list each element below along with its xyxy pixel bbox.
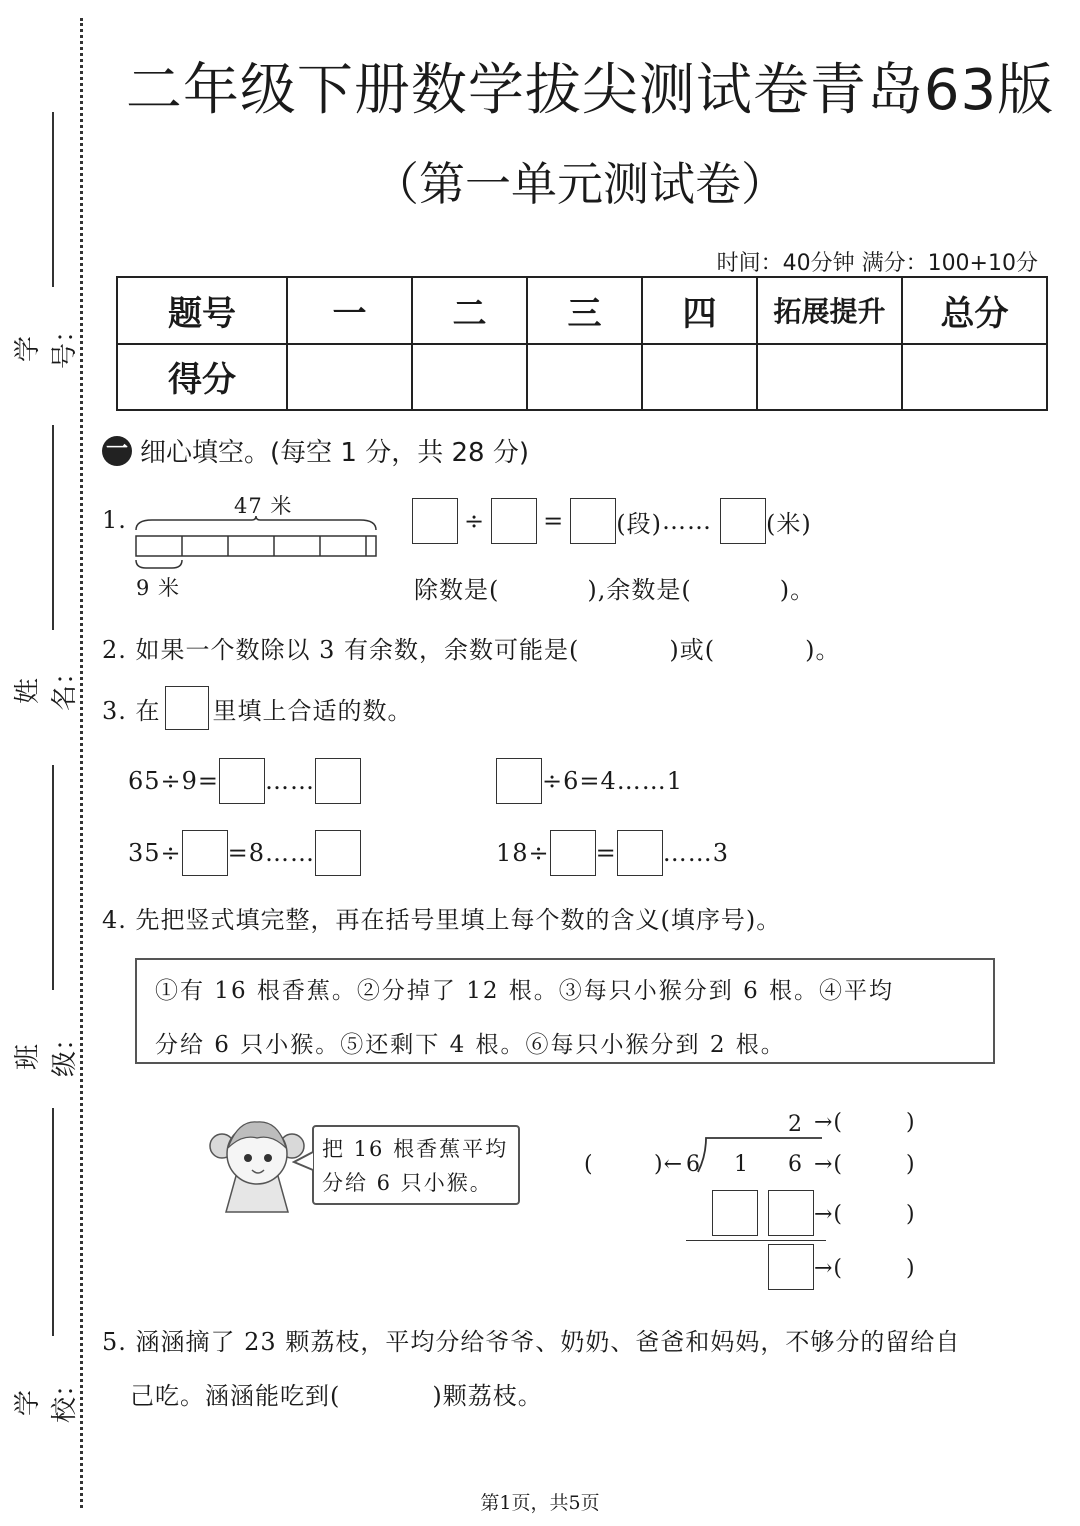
q3-sample-box (165, 686, 209, 730)
q3-e1-box-1[interactable] (219, 758, 265, 804)
q3-e1-box-2[interactable] (315, 758, 361, 804)
q4-arrow-4: →( (814, 1256, 844, 1281)
q1-rope-bar (136, 536, 376, 556)
q3-expr-1 (128, 758, 361, 804)
section-title: 细心填空。(每空 1 分，共 28 分) (140, 438, 529, 468)
q1-unit-meter: (米) (765, 509, 812, 538)
q3-e1-b: …… (265, 767, 316, 795)
q1-remainder-label: ),余数是( (587, 576, 692, 604)
score-header-cell: 四 (642, 277, 757, 344)
q1-dividend-box[interactable] (412, 498, 458, 544)
q1-divisor-label: 除数是( (414, 576, 500, 604)
q2-text-b: )或( (669, 636, 716, 664)
q1-divisor-box[interactable] (491, 498, 537, 544)
q4-close-2: ) (906, 1152, 916, 1177)
q3-e3-a: 35÷ (128, 839, 182, 867)
q3-e2-box-1[interactable] (496, 758, 542, 804)
q4-product-ones-box[interactable] (768, 1190, 814, 1236)
q4-left-close: )← (654, 1152, 684, 1177)
name-line (52, 425, 54, 630)
q1-total-label: 47 米 (234, 494, 293, 518)
score-header-cell: 三 (527, 277, 642, 344)
q4-dividend-tens: 1 (734, 1152, 749, 1177)
q3-e3-box-2[interactable] (315, 830, 361, 876)
school-line (52, 1108, 54, 1336)
q3-e1-a: 65÷9= (128, 767, 220, 795)
bubble-tail (292, 1150, 316, 1174)
score-cell[interactable] (412, 344, 527, 411)
q2 (102, 630, 841, 665)
score-cell[interactable] (527, 344, 642, 411)
bubble-line-1: 把 16 根香蕉平均 (322, 1137, 509, 1161)
q3-e3-box-1[interactable] (182, 830, 228, 876)
q4-divisor: 6 (686, 1152, 701, 1177)
q1-total-brace (136, 516, 376, 530)
q3-e4-box-2[interactable] (617, 830, 663, 876)
q3-expr-4 (496, 830, 729, 876)
q4-arrow-2: →( (814, 1152, 844, 1177)
score-cell[interactable] (902, 344, 1047, 411)
q4-close-1: ) (906, 1110, 916, 1135)
score-header-cell: 二 (412, 277, 527, 344)
q1-div-sign: ÷ (464, 507, 486, 535)
page-title: 二年级下册数学拔尖测试卷青岛63版 (125, 58, 1055, 123)
q3-prefix: 3. 在 (102, 696, 161, 725)
q4-close-3: ) (906, 1202, 916, 1227)
q1-dots: …… (661, 507, 712, 535)
score-cell[interactable] (642, 344, 757, 411)
q4-arrow-3: →( (814, 1202, 844, 1227)
q4-quotient: 2 (788, 1112, 803, 1137)
q4-division-line (686, 1240, 826, 1241)
score-cell[interactable] (287, 344, 412, 411)
page-subtitle: （第一单元测试卷） (373, 157, 787, 211)
girl-eye-right (264, 1154, 272, 1162)
q5-text-a: 己吃。涵涵能吃到( (130, 1382, 341, 1410)
q4-info-line-2: 分给 6 只小猴。⑤还剩下 4 根。⑥每只小猴分到 2 根。 (155, 1032, 786, 1058)
q1-segment-brace (136, 560, 182, 568)
q3-e4-c: ……3 (662, 839, 730, 867)
q5-line-2 (130, 1376, 543, 1411)
score-header-cell: 题号 (117, 277, 287, 344)
q3-expr-2 (496, 758, 683, 804)
score-header-cell: 总分 (902, 277, 1047, 344)
q4-remainder-box[interactable] (768, 1244, 814, 1290)
q5-text-b: )颗荔枝。 (432, 1382, 543, 1410)
school-label: 学校： (13, 1370, 80, 1423)
binding-dotted-line (80, 18, 83, 1508)
q1-quotient-box[interactable] (570, 498, 616, 544)
q3-e2-b: ÷6=4……1 (542, 767, 684, 795)
q1-remainder-box[interactable] (720, 498, 766, 544)
student-no-line (52, 112, 54, 287)
score-row-label: 得分 (117, 344, 287, 411)
q1-segment-label: 9 米 (136, 576, 181, 600)
q4-dividend-ones: 6 (788, 1152, 803, 1177)
q3-e3-b: =8…… (227, 839, 316, 867)
page-number: 第1页，共5页 (480, 1492, 600, 1514)
score-cell[interactable] (757, 344, 902, 411)
class-label: 班级： (13, 1024, 80, 1077)
q3-e4-box-1[interactable] (550, 830, 596, 876)
q1-answer-line (414, 570, 815, 605)
q1-number: 1. (102, 506, 127, 534)
class-line (52, 765, 54, 990)
q1-equation (412, 498, 812, 544)
score-header-cell: 一 (287, 277, 412, 344)
score-header-cell: 拓展提升 (757, 277, 902, 344)
q4-arrow-1: →( (814, 1110, 844, 1135)
name-label: 姓名： (13, 658, 80, 711)
section-number-badge: 一 (102, 436, 132, 466)
q4-info-box (135, 958, 995, 1064)
girl-eye-left (244, 1154, 252, 1162)
q3-e4-a: 18÷ (496, 839, 550, 867)
q3-expr-3 (128, 830, 361, 876)
score-table (116, 276, 1048, 411)
q4-text: 4. 先把竖式填完整，再在括号里填上每个数的含义(填序号)。 (102, 906, 782, 934)
q4-left-open: ( (584, 1152, 594, 1177)
section-heading (102, 432, 529, 469)
q2-text-c: )。 (805, 636, 841, 664)
student-no-label: 学号： (13, 316, 80, 369)
score-table-score-row (117, 344, 1047, 411)
q1-eq-sign: = (543, 507, 565, 535)
q4-product-tens-box[interactable] (712, 1190, 758, 1236)
q1-rope-diagram (132, 516, 382, 578)
bubble-line-2: 分给 6 只小猴。 (322, 1171, 493, 1195)
q4-close-4: ) (906, 1256, 916, 1281)
q3-suffix: 里填上合适的数。 (212, 696, 413, 725)
speech-bubble (312, 1125, 520, 1205)
time-info: 时间：40分钟 满分：100+10分 (716, 251, 1038, 276)
q3 (102, 686, 413, 730)
q4-division-bracket (696, 1136, 826, 1176)
q1-unit-segment: (段) (616, 509, 662, 538)
score-table-header-row (117, 277, 1047, 344)
q1-end: )。 (779, 576, 816, 604)
q2-text-a: 2. 如果一个数除以 3 有余数，余数可能是( (102, 636, 580, 664)
q5-line-1: 5. 涵涵摘了 23 颗荔枝，平均分给爷爷、奶奶、爸爸和妈妈，不够分的留给自 (102, 1328, 961, 1356)
q3-e4-b: = (595, 839, 617, 867)
q4-info-line-1: ①有 16 根香蕉。②分掉了 12 根。③每只小猴分到 6 根。④平均 (155, 978, 895, 1004)
